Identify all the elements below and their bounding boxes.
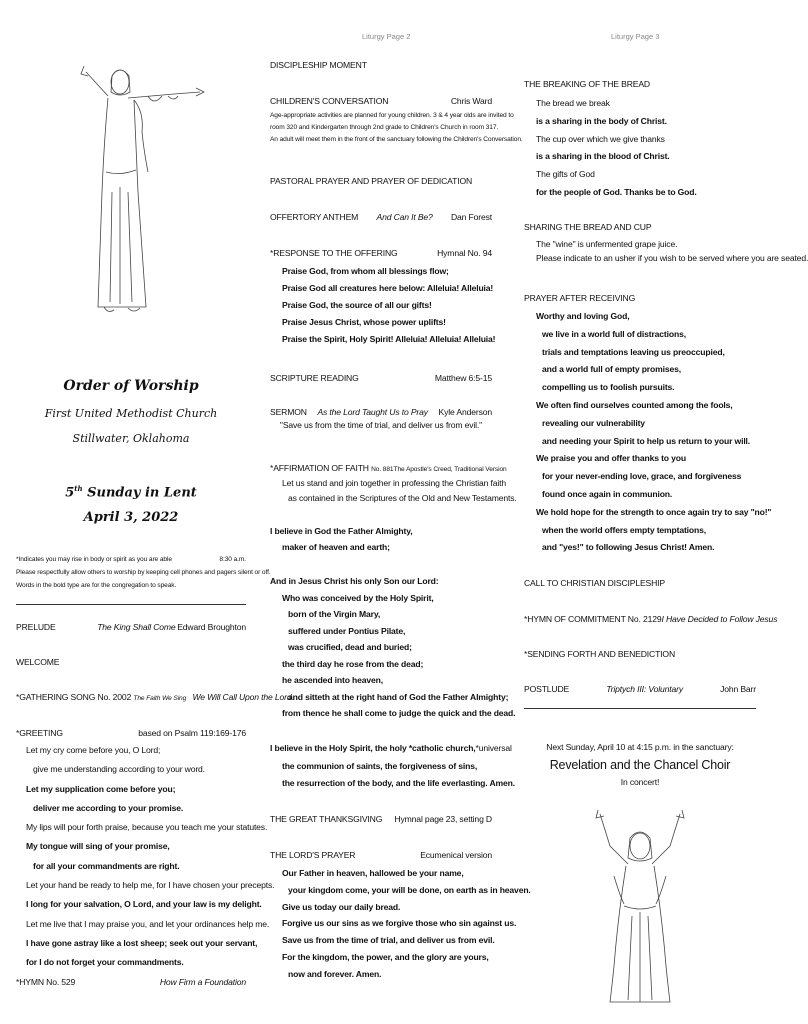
- prayer-line: revealing our vulnerability: [542, 417, 645, 428]
- breaking-line: The gifts of God: [536, 169, 595, 180]
- cover-title: Order of Worship: [63, 378, 199, 394]
- creed-line: the third day he rose from the dead;: [282, 658, 424, 669]
- creed-line: suffered under Pontius Pilate,: [288, 625, 406, 636]
- sermon-quote: "Save us from the time of trial, and deliver us from evil.": [279, 420, 483, 430]
- greeting-line: Let me live that I may praise you, and let your ordinances help me.: [26, 918, 270, 929]
- creed-part-3: [270, 758, 515, 792]
- doxology-line: Praise the Spirit, Holy Spirit! Alleluia! Alleluia! Alleluia!: [282, 334, 496, 344]
- creed-line: from thence he shall come to judge the quick and the dead.: [282, 708, 516, 718]
- gathering-row: *GATHERING SONG No. 2002 The Faith We Sing We Will Call Upon the Lord: [16, 692, 292, 702]
- greeting-line: Let my supplication come before you;: [26, 783, 176, 794]
- breaking-litany: [524, 95, 756, 202]
- prayer-line: for your never-ending love, grace, and forgiveness: [542, 471, 742, 482]
- doxology-lines: [270, 263, 496, 348]
- breaking-line: The bread we break: [536, 98, 610, 108]
- greeting-line: for all your commandments are right.: [33, 860, 180, 871]
- doxology-line: Praise God, from whom all blessings flow;: [282, 266, 449, 276]
- childrens-note: room 320 and Kindergarten through 2nd grade to Children's Church in room 317.: [270, 124, 499, 131]
- breaking-heading: THE BREAKING OF THE BREAD: [524, 79, 650, 89]
- greeting-line: Let my cry come before you, O Lord;: [26, 745, 161, 755]
- prayer-line: we live in a world full of distractions,: [542, 328, 686, 339]
- discipleship-heading: DISCIPLESHIP MOMENT: [270, 60, 367, 70]
- prayer-line: and a world full of empty promises,: [542, 364, 681, 375]
- prayer-line: Worthy and loving God,: [536, 311, 630, 321]
- greeting-line: I have gone astray like a lost sheep; seek out your servant,: [26, 937, 258, 948]
- prayer-line: and needing your Spirit to help us return to your will.: [542, 435, 751, 446]
- page-header-left: Liturgy Page 2: [362, 32, 411, 41]
- creed-line: I believe in God the Father Almighty,: [270, 526, 413, 536]
- breaking-line: The cup over which we give thanks: [536, 133, 665, 144]
- divider: [16, 604, 246, 605]
- sending-heading: *SENDING FORTH AND BENEDICTION: [524, 649, 676, 659]
- prayer-line: when the world offers empty temptations,: [542, 524, 706, 535]
- commitment-row: *HYMN OF COMMITMENT No. 2129 I Have Decided to Follow Jesus: [524, 614, 778, 624]
- affirmation-row: *AFFIRMATION OF FAITH No. 881 The Apostle's Creed, Traditional Version: [270, 463, 507, 473]
- next-sunday-note: Next Sunday, April 10 at 4:15 p.m. in the sanctuary:: [546, 742, 734, 752]
- creed-line: born of the Virgin Mary,: [288, 609, 381, 619]
- greeting-row: *GREETING based on Psalm 119:169-176: [16, 728, 246, 738]
- greeting-line: My lips will pour forth praise, because you teach me your statutes.: [26, 822, 268, 833]
- notice-rise: *Indicates you may rise in body or spirit as you are able 8:30 a.m.: [16, 556, 246, 563]
- creed-line: the communion of saints, the forgiveness of sins,: [282, 761, 478, 771]
- affirmation-intro-line: as contained in the Scriptures of the Old and New Testaments.: [288, 493, 517, 503]
- sermon-row: SERMON As the Lord Taught Us to Pray Kyle Anderson: [270, 407, 492, 417]
- prayer-line: compelling us to foolish pursuits.: [542, 382, 675, 393]
- sharing-heading: SHARING THE BREAD AND CUP: [524, 222, 652, 232]
- hymn-529-row: *HYMN No. 529 How Firm a Foundation: [16, 977, 246, 987]
- childrens-row: CHILDREN'S CONVERSATION Chris Ward: [270, 96, 492, 106]
- sharing-notes: [524, 237, 808, 265]
- affirmation-intro-line: Let us stand and join together in professing the Christian faith: [282, 478, 507, 488]
- greeting-line: deliver me according to your promise.: [33, 802, 184, 813]
- lords-prayer-line: For the kingdom, the power, and the glory are yours,: [282, 951, 489, 962]
- response-row: *RESPONSE TO THE OFFERING Hymnal No. 94: [270, 248, 492, 258]
- doxology-line: Praise God all creatures here below: Alleluia! Alleluia!: [282, 283, 494, 293]
- breaking-line: is a sharing in the body of Christ.: [536, 115, 667, 126]
- liturgy-page-2: [270, 0, 531, 1024]
- offertory-row: OFFERTORY ANTHEM And Can It Be? Dan Forest: [270, 212, 492, 222]
- childrens-note: An adult will meet them in the front of the sanctuary following the Children's Conversation.: [270, 136, 523, 143]
- church-city: Stillwater, Oklahoma: [72, 432, 190, 445]
- prayer-line: We often find ourselves counted among the fools,: [536, 399, 733, 410]
- creed-part-2: [270, 573, 516, 722]
- creed-holy-spirit: I believe in the Holy Spirit, the holy *catholic church, *universal: [270, 743, 512, 753]
- breaking-line: for the people of God. Thanks be to God.: [536, 186, 697, 197]
- welcome-heading: WELCOME: [16, 657, 60, 667]
- lords-prayer-line: Save us from the time of trial, and deliver us from evil.: [282, 935, 495, 946]
- creed-line: he ascended into heaven,: [282, 675, 383, 685]
- divider: [524, 708, 756, 709]
- postlude-row: POSTLUDE Triptych III: Voluntary John Barr: [524, 684, 756, 694]
- greeting-litany: [16, 741, 275, 973]
- creed-part-1: [270, 523, 492, 555]
- prayer-line: and "yes!" to following Jesus Christ! Amen.: [542, 542, 715, 553]
- prayer-after-heading: PRAYER AFTER RECEIVING: [524, 293, 636, 303]
- doxology-line: Praise God, the source of all our gifts!: [282, 300, 432, 310]
- greeting-line: for I do not forget your commandments.: [26, 957, 184, 968]
- service-date: April 3, 2022: [83, 510, 179, 525]
- childrens-notes: [270, 110, 523, 146]
- lords-prayer-line: Our Father in heaven, hallowed be your name,: [282, 868, 464, 878]
- lords-prayer-line: Give us today our daily bread.: [282, 901, 401, 912]
- liturgy-page-3: [524, 0, 808, 1024]
- prelude-row: PRELUDE The King Shall Come Edward Broughton: [16, 622, 246, 632]
- prayer-line: trials and temptations leaving us preoccupied,: [542, 346, 725, 357]
- scripture-row: SCRIPTURE READING Matthew 6:5-15: [270, 373, 492, 383]
- lords-prayer-lines: [270, 865, 531, 983]
- lords-prayer-row: THE LORD'S PRAYER Ecumenical version: [270, 850, 492, 860]
- concert-title: Revelation and the Chancel Choir: [549, 758, 731, 772]
- concert-subtitle: In concert!: [620, 777, 660, 787]
- creed-line: Who was conceived by the Holy Spirit,: [282, 592, 434, 603]
- creed-line: was crucified, dead and buried;: [288, 642, 412, 652]
- pastoral-prayer-heading: PASTORAL PRAYER AND PRAYER OF DEDICATION: [270, 176, 473, 186]
- prayer-after-lines: [524, 308, 772, 557]
- lords-prayer-line: now and forever. Amen.: [288, 968, 382, 979]
- notice-bold-type: Words in the bold type are for the congregation to speak.: [16, 582, 177, 589]
- creed-line: the resurrection of the body, and the life everlasting. Amen.: [282, 778, 515, 788]
- greeting-line: Let your hand be ready to help me, for I have chosen your precepts.: [26, 880, 275, 891]
- affirmation-intro: [270, 476, 517, 506]
- prayer-line: found once again in communion.: [542, 488, 673, 499]
- sunday-title: 5th Sunday in Lent: [65, 484, 197, 501]
- thanksgiving-row: THE GREAT THANKSGIVING Hymnal page 23, setting D: [270, 814, 492, 824]
- cover-column: [16, 0, 292, 1024]
- sharing-line: The "wine" is unfermented grape juice.: [536, 239, 678, 249]
- creed-line: maker of heaven and earth;: [282, 542, 390, 552]
- call-heading: CALL TO CHRISTIAN DISCIPLESHIP: [524, 578, 665, 588]
- service-time: 8:30 a.m.: [219, 556, 246, 563]
- breaking-line: is a sharing in the blood of Christ.: [536, 151, 670, 162]
- page-header-right: Liturgy Page 3: [611, 32, 660, 41]
- greeting-line: give me understanding according to your word.: [33, 764, 205, 775]
- childrens-note: Age-appropriate activities are planned for young children. 3 & 4 year olds are invited to: [270, 112, 514, 119]
- creed-line: and sitteth at the right hand of God the Father Almighty;: [288, 691, 509, 702]
- prayer-line: We praise you and offer thanks to you: [536, 453, 686, 464]
- lords-prayer-line: Forgive us our sins as we forgive those who sin against us.: [282, 918, 517, 929]
- jesus-open-arms-sketch-icon: [78, 52, 208, 334]
- greeting-line: I long for your salvation, O Lord, and your law is my delight.: [26, 899, 262, 910]
- sharing-line: Please indicate to an usher if you wish to be served where you are seated.: [536, 253, 808, 263]
- prayer-line: We hold hope for the strength to once again try to say "no!": [536, 506, 772, 517]
- jesus-raised-arms-sketch-icon: [590, 806, 690, 1006]
- greeting-line: My tongue will sing of your promise,: [26, 841, 170, 852]
- lords-prayer-line: your kingdom come, your will be done, on earth as in heaven.: [288, 884, 531, 895]
- doxology-line: Praise Jesus Christ, whose power uplifts!: [282, 317, 446, 327]
- church-name: First United Methodist Church: [44, 407, 218, 420]
- creed-line: And in Jesus Christ his only Son our Lord:: [270, 576, 439, 586]
- notice-phones: Please respectfully allow others to worship by keeping cell phones and pagers silent or off.: [16, 569, 271, 576]
